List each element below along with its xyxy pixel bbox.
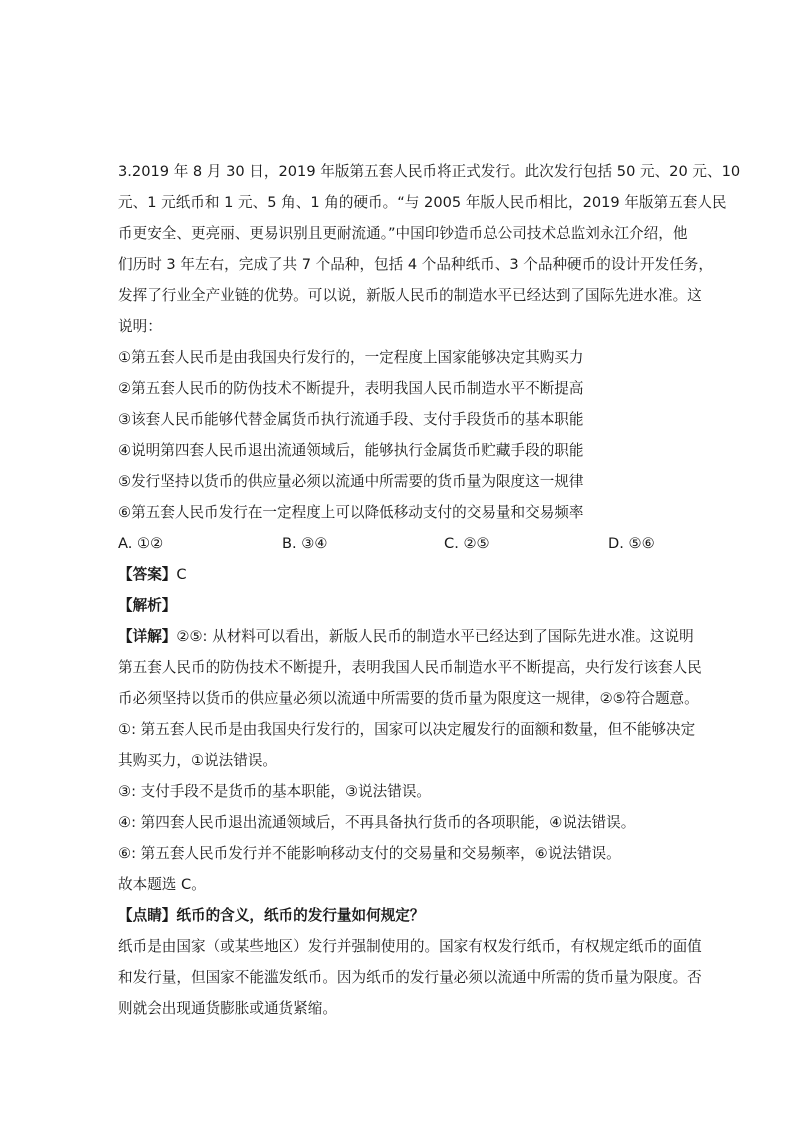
statement-6: ⑥第五套人民币发行在一定程度上可以降低移动支付的交易量和交易频率 [118,504,584,521]
tip-line: 和发行量，但国家不能滥发纸币。因为纸币的发行量必须以流通中所需的货币量为限度。否 [118,969,702,986]
question-content [118,156,741,1024]
tip-heading-text: 纸币的含义，纸币的发行量如何规定？ [176,907,425,924]
tip-tag: 【点睛】 [118,907,177,924]
tip-heading [118,900,678,931]
tip-line: 则就会出现通货膨胀或通货紧缩。 [118,1000,337,1017]
analysis-line [118,590,678,621]
tip-section [118,900,702,1024]
answer-line [118,559,678,590]
statement-5: ⑤发行坚持以货币的供应量必须以流通中所需要的货币量为限度这一规律 [118,473,584,490]
statement-3: ③该套人民币能够代替金属货币执行流通手段、支付手段货币的基本职能 [118,411,584,428]
statement-4: ④说明第四套人民币退出流通领域后，能够执行金属货币贮藏手段的职能 [118,442,584,459]
answer-options [118,528,678,559]
detail-line: 其购买力，①说法错误。 [118,752,278,769]
statement-2: ②第五套人民币的防伪技术不断提升，表明我国人民币制造水平不断提高 [118,380,584,397]
statement-list [118,342,678,528]
stem-line: 说明： [118,318,162,335]
answer-tag: 【答案】 [118,566,177,583]
detail-line: 故本题选 C。 [118,876,206,893]
tip-line: 纸币是由国家（或某些地区）发行并强制使用的。国家有权发行纸币，有权规定纸币的面值 [118,938,702,955]
detail-section [118,621,702,900]
question-stem [118,156,741,342]
stem-line: 元、1 元纸币和 1 元、5 角、1 角的硬币。“与 2005 年版人民币相比，2019 年版第五套人民 [118,194,727,211]
option-d[interactable]: D. ⑤⑥ [608,535,655,552]
answer-value: C [176,566,187,583]
stem-line: 3.2019 年 8 月 30 日，2019 年版第五套人民币将正式发行。此次发行包括 50 元、20 元、10 [118,163,741,180]
detail-tag: 【详解】 [118,628,177,645]
detail-text: ②⑤: 从材料可以看出，新版人民币的制造水平已经达到了国际先进水准。这说明 [176,628,694,645]
detail-line: ①: 第五套人民币是由我国央行发行的，国家可以决定履发行的面额和数量，但不能够决定 [118,721,696,738]
detail-line: 第五套人民币的防伪技术不断提升，表明我国人民币制造水平不断提高，央行发行该套人民 [118,659,702,676]
detail-line: 币必须坚持以货币的供应量必须以流通中所需要的货币量为限度这一规律，②⑤符合题意。 [118,690,699,707]
analysis-tag: 【解析】 [118,597,177,614]
option-b[interactable]: B. ③④ [282,535,328,552]
statement-1: ①第五套人民币是由我国央行发行的，一定程度上国家能够决定其购买力 [118,349,584,366]
stem-line: 们历时 3 年左右，完成了共 7 个品种，包括 4 个品种纸币、3 个品种硬币的设计开发任务， [118,256,713,273]
option-c[interactable]: C. ②⑤ [444,535,490,552]
detail-line: ④: 第四套人民币退出流通领域后，不再具备执行货币的各项职能，④说法错误。 [118,814,636,831]
detail-line: ⑥: 第五套人民币发行并不能影响移动支付的交易量和交易频率，⑥说法错误。 [118,845,621,862]
detail-first-line [118,621,694,652]
detail-line: ③: 支付手段不是货币的基本职能，③说法错误。 [118,783,432,800]
option-a[interactable]: A. ①② [118,535,164,552]
stem-line: 发挥了行业全产业链的优势。可以说，新版人民币的制造水平已经达到了国际先进水准。这 [118,287,702,304]
stem-line: 币更安全、更亮丽、更易识别且更耐流通。”中国印钞造币总公司技术总监刘永江介绍，他 [118,225,688,242]
